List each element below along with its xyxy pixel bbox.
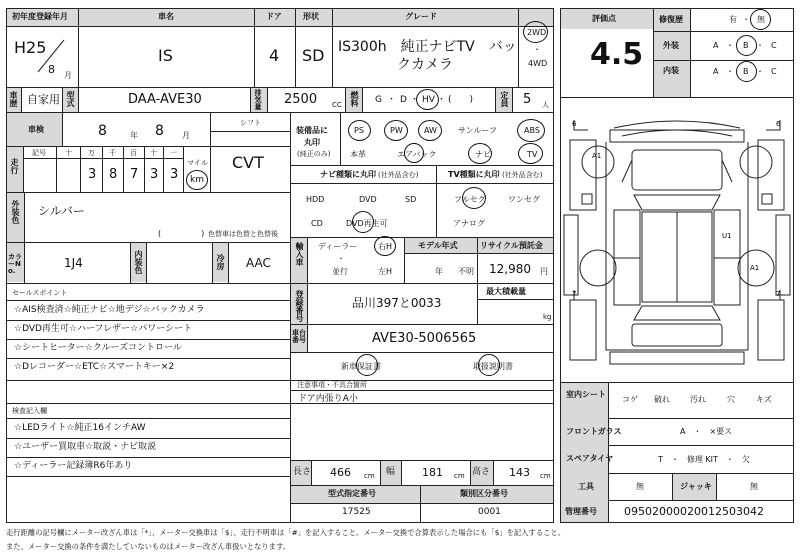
tv-opt-oneseg: ワンセグ: [508, 195, 540, 204]
mileage-unit-3: 千: [109, 149, 116, 157]
equip-pw: PW: [390, 126, 403, 135]
shift-label: シフト: [240, 119, 261, 127]
equipment-label-1: 装備品に: [296, 126, 328, 135]
tv-type-sub: (社外品含む): [502, 171, 543, 179]
model-year-label: モデル年式: [418, 241, 458, 250]
width-label: 幅: [386, 467, 396, 477]
door-value: 4: [269, 46, 280, 65]
inspection-label: 車検: [28, 125, 44, 134]
length-unit: cm: [364, 472, 375, 480]
sales-points-label: セールスポイント: [12, 289, 68, 297]
mgmt-label: 管理番号: [565, 507, 597, 516]
seat-opt-5: キズ: [756, 395, 772, 404]
model-year-value: 不明: [458, 267, 474, 276]
manual-circle: [478, 354, 500, 376]
equip-sunroof: サンルーフ: [458, 126, 497, 135]
exterior-b-circle: [736, 35, 757, 56]
car-name-label: 車名: [158, 12, 174, 21]
seat-opt-2: 破れ: [654, 395, 670, 404]
equip-ps-circle: [348, 120, 371, 141]
footer-line-1: 走行距離の記号欄にメーター改ざん車は「*」、メーター交換車は「$」、走行不明車は「#」を記入すること。メーター交換で合算表示した場合にも「$」を記入すること。: [6, 528, 566, 537]
mileage-digit-5: 3: [150, 167, 159, 182]
fuel-label: 燃料: [350, 91, 359, 107]
tv-fullseg-circle: [462, 187, 486, 209]
navi-type-label: ナビ種類に丸印: [320, 170, 376, 179]
recycle-value: 12,980: [489, 262, 531, 276]
mileage-km-circle: [186, 170, 208, 190]
inspection-year-unit: 年: [130, 131, 138, 140]
repair-no-circle: [750, 9, 771, 30]
grade-line1: IS300h 純正ナビTV バッ: [338, 39, 517, 55]
first-reg-month: 8: [48, 63, 55, 76]
max-load-unit: kg: [543, 313, 552, 321]
mileage-unit-5: 十: [150, 149, 157, 157]
height-label: 高さ: [472, 467, 491, 477]
equip-pw-circle: [384, 120, 408, 141]
navi-opt-sd: SD: [405, 195, 417, 204]
repair-no: 無: [757, 15, 765, 24]
color-label: 外装色: [11, 200, 20, 224]
drive-dot: ・: [533, 45, 541, 54]
seat-opt-1: コゲ: [622, 395, 638, 404]
exterior-dot-1: ・: [726, 41, 734, 50]
equip-abs-circle: [517, 119, 545, 142]
shift-value: CVT: [232, 153, 264, 172]
fuel-hv-circle: [416, 89, 439, 110]
sales-point-4: ☆Dレコーダー☆ETC☆スマートキー×2: [14, 362, 175, 372]
mileage-unit-1: 十: [65, 149, 72, 157]
diagram-label-7: 7: [776, 290, 781, 298]
repair-dot: ・: [742, 15, 750, 24]
diagram-label-3: A1: [592, 152, 602, 160]
drive-2wd: 2WD: [527, 28, 547, 37]
tools-value: 無: [636, 482, 644, 491]
interior-b: B: [743, 67, 749, 76]
color-no-label: カラーNo.: [8, 253, 22, 275]
fuel-dots-2: ・: [410, 95, 420, 105]
type-no-label: 型式指定番号: [328, 489, 376, 498]
diagram-label-4: U1: [722, 232, 732, 240]
grade-label: グレード: [405, 12, 437, 21]
sales-point-1: ☆AIS検査済☆純正ナビ☆地デジ☆バックカメラ: [14, 305, 205, 315]
sales-point-3: ☆シートヒーター☆クルーズコントロール: [14, 343, 182, 353]
width-unit: cm: [454, 472, 465, 480]
interior-color-label: 内装色: [134, 250, 143, 274]
drive-4wd: 4WD: [528, 59, 548, 68]
fuel-hv: HV: [422, 95, 435, 105]
inspection-month: 8: [155, 123, 164, 139]
footer-line-2: また、メーター交換の条件を満たしていないものはメーター改ざん車扱いとなります。: [6, 542, 290, 551]
mileage-digit-3: 8: [109, 167, 118, 182]
inspection-month-unit: 月: [182, 131, 190, 140]
equip-navi: ナビ: [475, 150, 491, 159]
mileage-unit-6: 一: [170, 149, 177, 157]
tools-label: 工具: [578, 482, 594, 491]
navi-type-sub: (社外品含む): [378, 171, 419, 179]
door-label: ドア: [266, 12, 282, 21]
mileage-sign-label: 記号: [32, 149, 46, 157]
capacity-value: 5: [523, 92, 532, 107]
registration-value: 品川397と0033: [352, 296, 442, 310]
registration-label: 登録番号: [295, 290, 304, 322]
equipment-label-3: (純正のみ): [297, 150, 331, 158]
first-reg-month-unit: 月: [64, 71, 72, 80]
fuel-dots: ・: [387, 95, 397, 105]
type-no-value: 17525: [342, 507, 371, 517]
repair-label: 修復歴: [659, 15, 683, 24]
height-value: 143: [509, 466, 530, 479]
exterior-a: A: [713, 41, 719, 50]
navi-dvd-play-circle: [352, 211, 374, 233]
displacement-value: 2500: [284, 92, 318, 107]
equip-leather: 本革: [350, 150, 366, 159]
color-note: 色替車は色替と色替後: [208, 230, 278, 238]
recycle-unit: 円: [540, 267, 548, 276]
glass-label: フロントガラス: [566, 427, 622, 436]
inspector-item-1: ☆LEDライト☆純正16インチAW: [14, 423, 146, 433]
fuel-d: D: [400, 95, 407, 105]
cc-unit: CC: [332, 101, 342, 109]
fuel-dots-3: ・: [437, 95, 447, 105]
exterior-label: 外装: [663, 41, 679, 50]
length-label: 長さ: [293, 467, 312, 477]
mileage-digit-2: 3: [88, 167, 97, 182]
color-note-paren: ( ): [158, 229, 205, 238]
first-reg-label: 初年度登録年月: [12, 12, 68, 21]
navi-opt-dvd-play: DVD再生可: [346, 219, 388, 228]
diagram-label-2: 6: [776, 120, 781, 128]
equip-aw-circle: [418, 120, 442, 141]
model-year-unit: 年: [435, 267, 443, 276]
warranty-label: 新車保証書: [341, 362, 381, 371]
diagram-label-5: A1: [750, 264, 760, 272]
inspector-item-2: ☆ユーザー買取車☆取説・ナビ取説: [14, 442, 157, 452]
color-no-value: 1J4: [64, 256, 83, 270]
equip-aw: AW: [424, 126, 437, 135]
diagram-label-6: 7: [572, 290, 577, 298]
interior-dot-1: ・: [726, 67, 734, 76]
first-reg-year: H25: [14, 38, 47, 57]
mileage-label: 走行: [10, 158, 19, 174]
import-right-h-circle: [374, 236, 396, 256]
seat-opt-4: 穴: [727, 395, 735, 404]
equipment-label-2: 丸印: [304, 138, 320, 147]
recycle-label: リサイクル預託金: [480, 241, 543, 250]
fuel-other: ( ): [448, 95, 474, 105]
exterior-b: B: [743, 41, 749, 50]
mileage-digit-4: 7: [130, 167, 139, 182]
repair-yes: 有: [729, 15, 737, 24]
height-unit: cm: [540, 472, 551, 480]
equip-airbag-circle: [404, 143, 424, 163]
car-damage-diagram: [562, 100, 792, 380]
interior-label: 内装: [663, 66, 679, 75]
seat-opt-3: 汚れ: [690, 395, 706, 404]
model-value: DAA-AVE30: [128, 92, 202, 107]
spare-options: T ・ 修理 KIT ・ 欠: [658, 455, 750, 464]
inspector-item-3: ☆ディーラー記録簿R6年あり: [14, 461, 133, 471]
mileage-unit-2: 万: [88, 149, 95, 157]
equip-airbag: エアバック: [397, 150, 437, 159]
interior-c: C: [771, 67, 777, 76]
notes-value: ドア内張りA小: [298, 394, 358, 404]
interior-a: A: [713, 67, 719, 76]
chassis-value: AVE30-5006565: [372, 331, 477, 346]
chassis-label: 車台番号: [292, 329, 306, 344]
score-label: 評価点: [592, 14, 616, 23]
capacity-label: 定員: [500, 91, 509, 107]
glass-options: A ・ ×要ス: [680, 427, 733, 436]
fuel-g: G: [375, 95, 382, 105]
usage-value: 自家用: [27, 93, 60, 106]
jack-value: 無: [750, 482, 758, 491]
shape-value: SD: [302, 46, 325, 65]
drive-2wd-circle: [523, 21, 548, 43]
aircon-value: AAC: [246, 256, 271, 270]
grade-line2: クカメラ: [397, 57, 453, 73]
shape-label: 形状: [303, 12, 319, 21]
diagram-label-1: 6: [572, 120, 577, 128]
persons-unit: 人: [542, 101, 549, 109]
inspector-label: 検査記入欄: [12, 407, 47, 415]
exterior-dot-2: ・: [756, 41, 764, 50]
navi-opt-cd: CD: [311, 219, 323, 228]
import-dot: ・: [337, 254, 345, 263]
equip-tv: TV: [527, 150, 538, 159]
interior-b-circle: [736, 61, 757, 82]
tv-opt-analog: アナログ: [453, 219, 485, 228]
width-value: 181: [422, 466, 443, 479]
class-no-value: 0001: [478, 507, 501, 517]
usage-label: 車歴: [9, 91, 18, 107]
color-value: シルバー: [38, 204, 85, 218]
exterior-c: C: [771, 41, 777, 50]
import-dealer: ディーラー: [318, 242, 358, 251]
tv-type-label: TV種類に丸印: [448, 170, 500, 179]
inspection-year: 8: [98, 123, 107, 139]
mileage-digit-6: 3: [170, 167, 179, 182]
model-label: 型式: [66, 91, 75, 107]
sales-point-2: ☆DVD再生可☆ハーフレザー☆パワーシート: [14, 324, 193, 334]
navi-opt-hdd: HDD: [306, 195, 325, 204]
class-no-label: 類別区分番号: [460, 489, 508, 498]
interior-dot-2: ・: [756, 67, 764, 76]
equip-navi-circle: [468, 143, 492, 164]
car-name-value: IS: [158, 46, 173, 65]
navi-opt-dvd: DVD: [359, 195, 377, 204]
equip-abs: ABS: [524, 126, 540, 135]
score-value: 4.5: [590, 37, 644, 72]
mileage-km: km: [190, 175, 204, 185]
spare-label: スペアタイヤ: [566, 454, 614, 463]
length-value: 466: [330, 466, 351, 479]
tv-opt-fullseg: フルセグ: [454, 195, 486, 204]
import-right-h: 右H: [378, 242, 393, 251]
equip-ps: PS: [354, 126, 364, 135]
mileage-unit-4: 百: [130, 149, 137, 157]
equip-tv-circle: [518, 143, 543, 164]
warranty-circle: [356, 354, 378, 376]
import-left-h: 左H: [378, 267, 393, 276]
jack-label: ジャッキ: [680, 482, 712, 491]
import-label: 輸入車: [295, 242, 304, 266]
mgmt-value: 09502000020012503042: [624, 505, 764, 518]
seat-label: 室内シート: [566, 390, 606, 399]
manual-label: 取扱説明書: [473, 362, 513, 371]
displacement-label: 排気量: [254, 89, 262, 110]
notes-label: 注意事項・不具合箇所: [297, 381, 367, 389]
mileage-mile: マイル: [187, 159, 208, 167]
max-load-label: 最大積載量: [486, 287, 526, 296]
aircon-label: 冷房: [216, 254, 225, 270]
import-parallel: 並行: [332, 267, 348, 276]
